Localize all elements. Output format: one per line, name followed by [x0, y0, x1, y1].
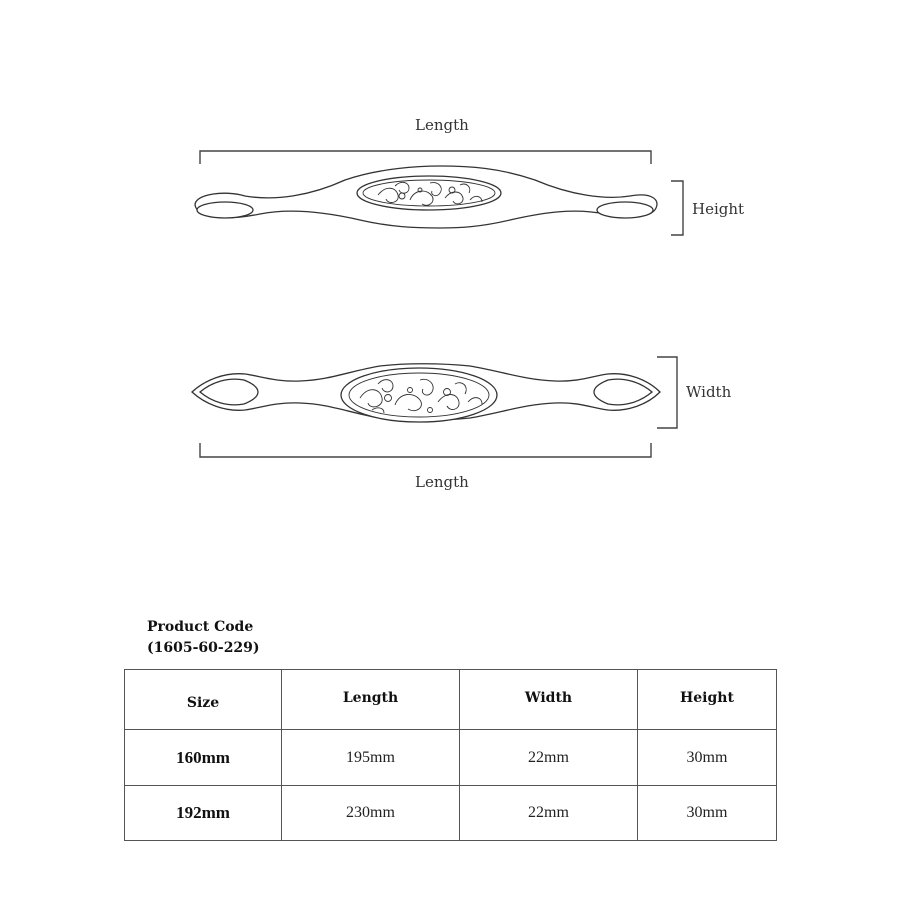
- header-size: Size: [125, 670, 282, 730]
- top-height-bracket: [671, 181, 683, 235]
- row-width: 22mm: [460, 785, 638, 840]
- table-header-row: [125, 670, 777, 730]
- row-length: 230mm: [282, 785, 460, 840]
- row-size: 160mm: [125, 730, 282, 785]
- table-row: [125, 730, 777, 785]
- product-code-value: (1605-60-229): [147, 640, 260, 656]
- row-height: 30mm: [638, 730, 777, 785]
- bottom-length-bracket: [200, 443, 651, 457]
- top-length-bracket: [200, 151, 651, 164]
- product-code-title: Product Code: [147, 619, 254, 635]
- top-height-label: Height: [692, 200, 745, 218]
- row-size: 192mm: [125, 785, 282, 840]
- size-spec-table: [124, 669, 777, 841]
- header-width: Width: [460, 670, 638, 730]
- header-length: Length: [282, 670, 460, 730]
- bottom-width-label: Width: [686, 383, 732, 401]
- bottom-length-label: Length: [415, 473, 469, 491]
- table-row: [125, 785, 777, 840]
- handle-top-view: [192, 364, 660, 422]
- handle-side-view: [195, 166, 657, 228]
- row-height: 30mm: [638, 785, 777, 840]
- row-length: 195mm: [282, 730, 460, 785]
- row-width: 22mm: [460, 730, 638, 785]
- top-length-label: Length: [415, 116, 469, 134]
- product-code-heading: [147, 617, 260, 659]
- header-height: Height: [638, 670, 777, 730]
